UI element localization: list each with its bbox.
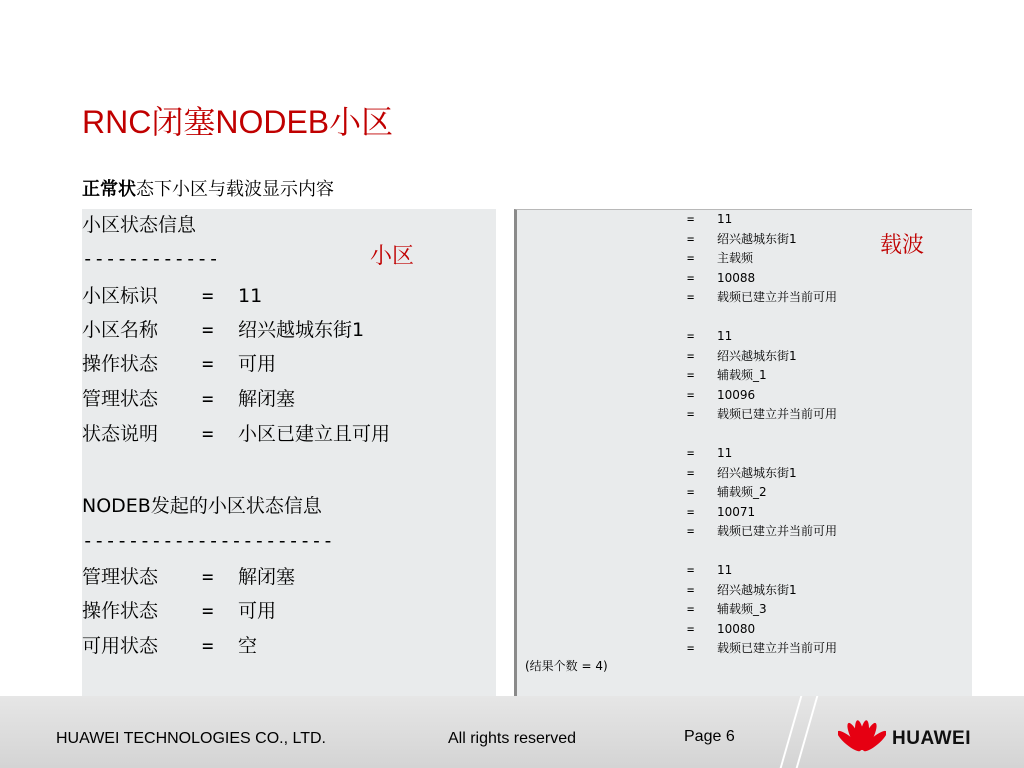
result-count: (结果个数 = 4)	[525, 659, 608, 673]
cell-status-header: 小区状态信息	[82, 214, 197, 236]
nodeb-status-divider: ----------------------	[82, 530, 334, 552]
cell-status-divider: ------------	[82, 248, 220, 270]
status-label: 小区标识	[82, 285, 159, 307]
equals-sign: =	[687, 524, 695, 538]
status-value: 解闭塞	[238, 388, 296, 410]
status-label: 状态说明	[82, 423, 159, 445]
carrier-value: 载频已建立并当前可用	[717, 407, 838, 421]
status-value: 可用	[238, 600, 277, 622]
carrier-value: 绍兴越城东街1	[717, 465, 797, 480]
carrier-value: 绍兴越城东街1	[717, 231, 797, 246]
carrier-value: 辅载频_2	[717, 485, 767, 499]
subtitle-bold-part: 正常状	[82, 179, 136, 200]
carrier-status-screenshot	[514, 209, 972, 697]
equals-sign: =	[687, 465, 695, 480]
carrier-value: 辅载频_3	[717, 602, 767, 616]
status-label: 可用状态	[82, 635, 159, 657]
status-row	[82, 565, 295, 589]
equals-sign: =	[202, 353, 214, 375]
carrier-value: 11	[717, 212, 733, 226]
status-row	[82, 599, 276, 623]
carrier-value: 11	[717, 329, 733, 343]
equals-sign: =	[687, 407, 695, 421]
carrier-value: 主载频	[717, 251, 754, 265]
equals-sign: =	[687, 348, 695, 363]
cell-status-screenshot	[82, 209, 496, 696]
status-value: 11	[238, 285, 263, 307]
status-label: 操作状态	[82, 353, 159, 375]
status-row	[82, 352, 276, 376]
equals-sign: =	[687, 621, 695, 636]
equals-sign: =	[687, 387, 695, 402]
status-value: 绍兴越城东街1	[238, 319, 365, 341]
carrier-value: 10088	[717, 270, 756, 285]
equals-sign: =	[202, 635, 214, 657]
subtitle-rest-part: 态下小区与载波显示内容	[136, 179, 334, 200]
cell-callout-label: 小区	[370, 244, 415, 269]
status-row	[82, 318, 364, 342]
status-label: 操作状态	[82, 600, 159, 622]
equals-sign: =	[687, 251, 695, 265]
equals-sign: =	[687, 368, 695, 382]
equals-sign: =	[687, 231, 695, 246]
equals-sign: =	[202, 388, 214, 410]
footer-company: HUAWEI TECHNOLOGIES CO., LTD.	[56, 730, 326, 747]
status-row	[82, 387, 295, 411]
carrier-callout-label: 载波	[880, 233, 925, 258]
equals-sign: =	[687, 485, 695, 499]
equals-sign: =	[687, 329, 695, 343]
slide-subtitle	[82, 177, 334, 203]
footer-page-number: Page 6	[684, 728, 735, 745]
equals-sign: =	[687, 602, 695, 616]
carrier-value: 10080	[717, 621, 756, 636]
status-value: 可用	[238, 353, 277, 375]
status-value: 解闭塞	[238, 566, 296, 588]
carrier-value: 10071	[717, 504, 756, 519]
carrier-value: 载频已建立并当前可用	[717, 524, 838, 538]
equals-sign: =	[687, 582, 695, 597]
equals-sign: =	[687, 270, 695, 285]
equals-sign: =	[687, 290, 695, 304]
carrier-value: 绍兴越城东街1	[717, 582, 797, 597]
equals-sign: =	[687, 563, 695, 577]
equals-sign: =	[202, 423, 214, 445]
carrier-value: 辅载频_1	[717, 368, 767, 382]
equals-sign: =	[202, 566, 214, 588]
status-label: 管理状态	[82, 566, 159, 588]
equals-sign: =	[687, 212, 695, 226]
footer-rights: All rights reserved	[448, 730, 577, 747]
carrier-value: 10096	[717, 387, 756, 402]
status-label: 管理状态	[82, 388, 159, 410]
equals-sign: =	[687, 641, 695, 655]
status-row	[82, 284, 262, 308]
status-value: 小区已建立且可用	[238, 423, 391, 445]
status-row	[82, 634, 257, 658]
carrier-value: 载频已建立并当前可用	[717, 290, 838, 304]
carrier-value: 载频已建立并当前可用	[717, 641, 838, 655]
equals-sign: =	[202, 600, 214, 622]
equals-sign: =	[202, 319, 214, 341]
carrier-value: 绍兴越城东街1	[717, 348, 797, 363]
status-row	[82, 422, 390, 446]
status-label: 小区名称	[82, 319, 159, 341]
huawei-logo-text: HUAWEI	[892, 728, 971, 749]
carrier-value: 11	[717, 446, 733, 460]
equals-sign: =	[202, 285, 214, 307]
carrier-value: 11	[717, 563, 733, 577]
status-value: 空	[238, 635, 258, 657]
equals-sign: =	[687, 446, 695, 460]
huawei-petal-logo-icon	[838, 716, 886, 756]
nodeb-status-header: NODEB发起的小区状态信息	[82, 495, 322, 517]
equals-sign: =	[687, 504, 695, 519]
slide-title: RNC闭塞NODEB小区	[82, 104, 394, 140]
